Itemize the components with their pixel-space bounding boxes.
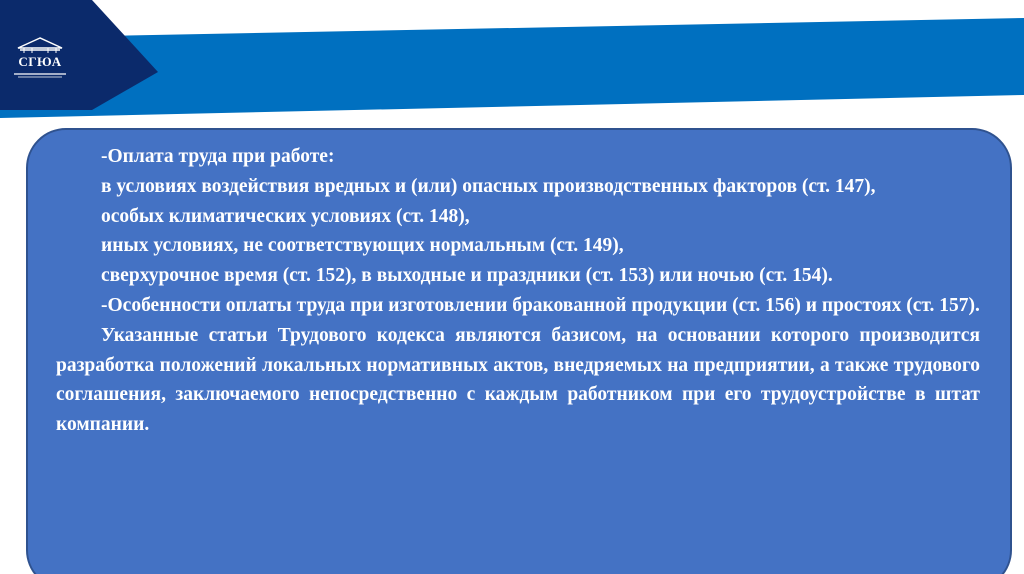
paragraph-labor-code-basis: Указанные статьи Трудового кодекса являются базисом, на основании которого производится разработка положений локальных нормативных актов, внедряемых на предприятии, а также трудового соглашения, заключаемого непосредственно с каждым работником при его трудоустройстве в штат компании. [56,324,980,436]
content-text [56,142,980,440]
paragraph-other-conditions: иных условиях, не соответствующих нормальным (ст. 149), [101,235,624,257]
paragraph-payment-intro: -Оплата труда при работе: [101,146,335,167]
logo [10,36,70,82]
paragraph-climatic-conditions: особых климатических условиях (ст. 148), [101,205,470,227]
building-icon [10,36,70,56]
paragraph-overtime: сверхурочное время (ст. 152), в выходные и праздники (ст. 153) или ночью (ст. 154). [101,265,833,287]
logo-underline [10,72,70,80]
paragraph-harmful-conditions: в условиях воздействия вредных и (или) опасных производственных факторов (ст. 147), [101,175,876,197]
logo-text: СГЮА [18,54,62,69]
paragraph-defective-products: -Особенности оплаты труда при изготовлении бракованной продукции (ст. 156) и простоях (ст. 157). [101,294,980,316]
header-band [0,0,1024,120]
